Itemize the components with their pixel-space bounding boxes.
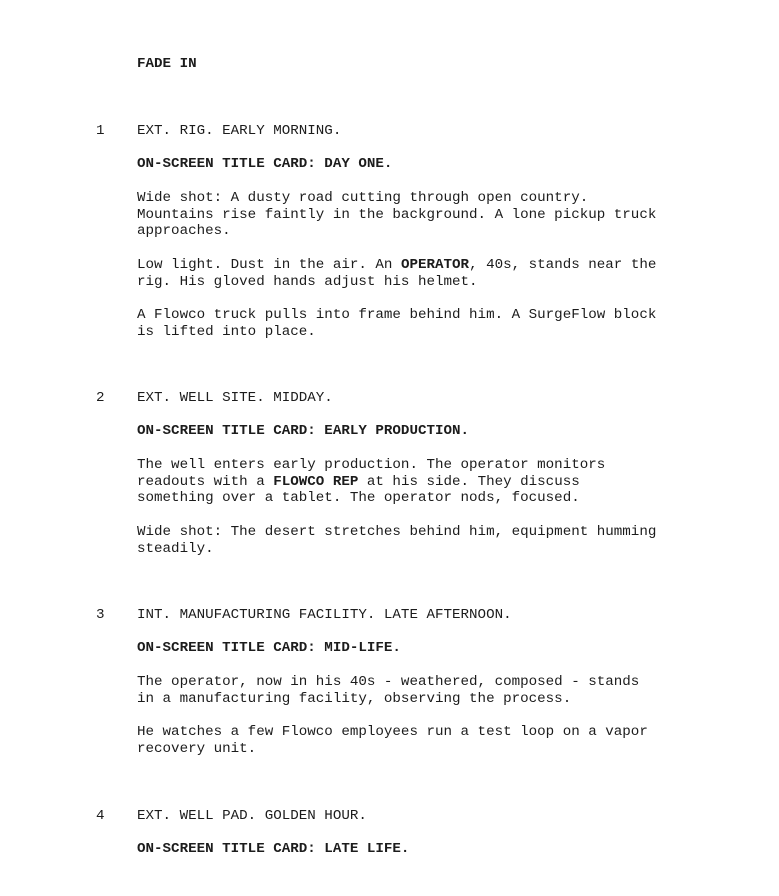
action-text: at his side. They discuss something over a tablet. The operator nods, focused. [137,473,580,507]
scene-number: 1 [96,123,105,139]
action-text: The well enters early production. The operator monitors readouts with a [137,457,606,490]
scene-heading: INT. MANUFACTURING FACILITY. LATE AFTERNOON. [137,607,512,623]
scene-number: 2 [96,390,105,406]
action-text: Low light. Dust in the air. An [137,257,401,273]
action-paragraph: Wide shot: A dusty road cutting through open country. Mountains rise faintly in the background. A lone pickup truck approaches. [137,190,657,240]
action-paragraph: Wide shot: The desert stretches behind him, equipment humming steadily. [137,524,657,557]
title-card: ON-SCREEN TITLE CARD: LATE LIFE. [137,841,410,857]
title-card: ON-SCREEN TITLE CARD: EARLY PRODUCTION. [137,423,470,439]
action-paragraph [137,257,717,290]
action-paragraph: A Flowco truck pulls into frame behind him. A SurgeFlow block is lifted into place. [137,307,657,340]
scene-number: 4 [96,808,105,824]
action-paragraph [137,457,717,507]
transition-fade-in: FADE IN [137,56,197,72]
action-paragraph: The operator, now in his 40s - weathered, composed - stands in a manufacturing facility, observing the process. [137,674,640,707]
title-card: ON-SCREEN TITLE CARD: DAY ONE. [137,156,393,172]
title-card: ON-SCREEN TITLE CARD: MID-LIFE. [137,640,401,656]
character-name: FLOWCO REP [273,473,359,490]
action-text: , 40s, stands near the rig. His gloved hands adjust his helmet. [137,257,657,290]
scene-heading: EXT. WELL PAD. GOLDEN HOUR. [137,808,367,824]
scene-number: 3 [96,607,105,623]
character-name: OPERATOR [400,257,470,273]
scene-heading: EXT. WELL SITE. MIDDAY. [137,390,333,406]
scene-heading: EXT. RIG. EARLY MORNING. [137,123,342,139]
action-paragraph: He watches a few Flowco employees run a test loop on a vapor recovery unit. [137,724,648,757]
